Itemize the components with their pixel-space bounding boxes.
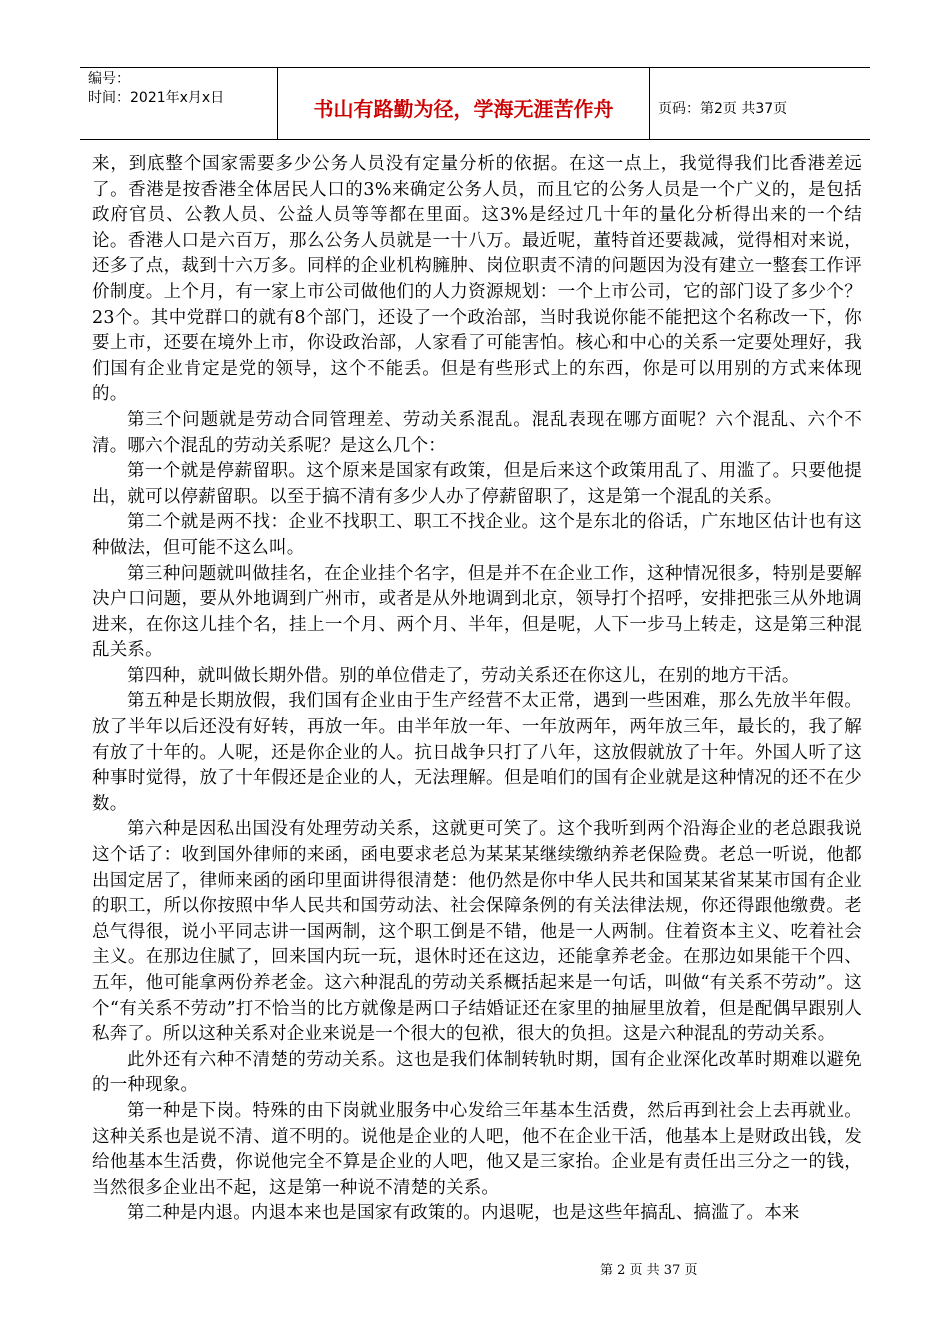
header-meta	[80, 68, 278, 139]
date-label: 时间：2021年x月x日	[88, 90, 225, 106]
paragraph: 第三种问题就叫做挂名，在企业挂个名字，但是并不在企业工作，这种情况很多，特别是要解决户口问题，要从外地调到广州市，或者是从外地调到北京，领导打个招呼，安排把张三从外地调进来，在你这儿挂个名，挂上一个月、两个月、半年，但是呢，人下一步马上转走，这是第三种混乱关系。	[92, 563, 862, 661]
paragraph: 此外还有六种不清楚的劳动关系。这也是我们体制转轨时期，国有企业深化改革时期难以避免的一种现象。	[92, 1049, 862, 1096]
paragraph: 第一个就是停薪留职。这个原来是国家有政策，但是后来这个政策用乱了、用滥了。只要他提出，就可以停薪留职。以至于搞不清有多少人办了停薪留职了，这是第一个混乱的关系。	[92, 461, 862, 507]
number-label: 编号：	[88, 71, 130, 87]
paragraph: 第二个就是两不找：企业不找职工、职工不找企业。这个是东北的俗话，广东地区估计也有这种做法，但可能不这么叫。	[92, 512, 862, 558]
header-page-info: 页码：第2页 共37页	[658, 100, 788, 117]
paragraph: 第一种是下岗。特殊的由下岗就业服务中心发给三年基本生活费，然后再到社会上去再就业。这种关系也是说不清、道不明的。说他是企业的人吧，他不在企业干活，他基本上是财政出钱，发给他基本生活费，你说他完全不算是企业的人吧，他又是三家抬。企业是有责任出三分之一的钱，当然很多企业出不起，这是第一种说不清楚的关系。	[92, 1100, 862, 1198]
page-header	[80, 67, 870, 140]
paragraph: 第三个问题就是劳动合同管理差、劳动关系混乱。混乱表现在哪方面呢？六个混乱、六个不清。哪六个混乱的劳动关系呢？是这么几个：	[92, 409, 862, 456]
paragraph: 第二种是内退。内退本来也是国家有政策的。内退呢，也是这些年搞乱、搞滥了。本来	[127, 1203, 800, 1224]
page-footer: 第 2 页 共 37 页	[600, 1263, 698, 1278]
document-body	[92, 152, 862, 1227]
header-motto: 书山有路勤为径，学海无涯苦作舟	[278, 68, 650, 139]
paragraph: 第五种是长期放假，我们国有企业由于生产经营不太正常，遇到一些困难，那么先放半年假。放了半年以后还没有好转，再放一年。由半年放一年、一年放两年，两年放三年，最长的，我了解有放了十年的。人呢，还是你企业的人。抗日战争只打了八年，这放假就放了十年。外国人听了这种事时觉得，放了十年假还是企业的人，无法理解。但是咱们的国有企业就是这种情况的还不在少数。	[92, 691, 862, 814]
paragraph: 第六种是因私出国没有处理劳动关系，这就更可笑了。这个我听到两个沿海企业的老总跟我说这个话了：收到国外律师的来函，函电要求老总为某某某继续缴纳养老保险费。老总一听说，他都出国定居了，律师来函的函印里面讲得很清楚：他仍然是你中华人民共和国某某省某某市国有企业的职工，所以你按照中华人民共和国劳动法、社会保障条例的有关法律法规，你还得跟他缴费。老总气得很，说小平同志讲一国两制，这个职工倒是不错，他是一人两制。住着资本主义、吃着社会主义。在那边住腻了，回来国内玩一玩，退休时还在这边，还能拿养老金。在那边如果能干个四、五年，他可能拿两份养老金。这六种混乱的劳动关系概括起来是一句话，叫做“有关系不劳动”。这个“有关系不劳动”打不恰当的比方就像是两口子结婚证还在家里的抽屉里放着，但是配偶早跟别人私奔了。所以这种关系对企业来说是一个很大的包袱，很大的负担。这是六种混乱的劳动关系。	[92, 819, 862, 1045]
paragraph: 第四种，就叫做长期外借。别的单位借走了，劳动关系还在你这儿，在别的地方干活。	[127, 665, 800, 686]
paragraph: 来，到底整个国家需要多少公务人员没有定量分析的依据。在这一点上，我觉得我们比香港差远了。香港是按香港全体居民人口的3%来确定公务人员，而且它的公务人员是一个广义的，是包括政府官员、公教人员、公益人员等等都在里面。这3%是经过几十年的量化分析得出来的一个结论。香港人口是六百万，那么公务人员就是一十八万。最近呢，董特首还要裁减，觉得相对来说，还多了点，裁到十六万多。同样的企业机构臃肿、岗位职责不清的问题因为没有建立一整套工作评价制度。上个月，有一家上市公司做他们的人力资源规划：一个上市公司，它的部门设了多少个？23个。其中党群口的就有8个部门，还设了一个政治部，当时我说你能不能把这个名称改一下，你要上市，还要在境外上市，你设政治部，人家看了可能害怕。核心和中心的关系一定要处理好，我们国有企业肯定是党的领导，这个不能丢。但是有些形式上的东西，你是可以用别的方式来体现的。	[92, 154, 862, 405]
